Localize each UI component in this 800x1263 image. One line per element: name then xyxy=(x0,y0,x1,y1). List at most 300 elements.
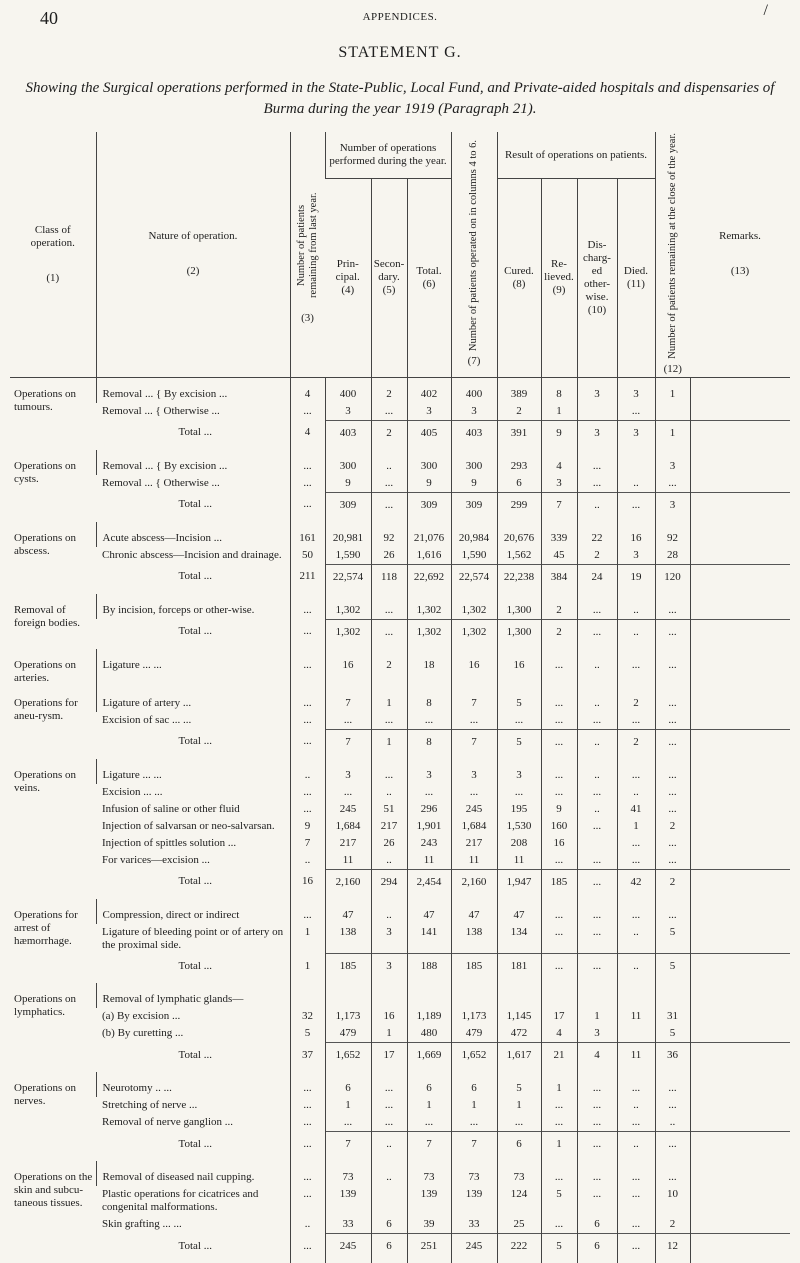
value-cell: 3 xyxy=(577,377,617,403)
total-value-cell: 1,302 xyxy=(325,619,371,649)
total-value-cell: 1,652 xyxy=(451,1043,497,1073)
value-cell: 16 xyxy=(325,649,371,687)
total-value-cell: 251 xyxy=(407,1234,451,1263)
value-cell: 1 xyxy=(497,1097,541,1114)
value-cell: 16 xyxy=(617,522,655,547)
value-cell: 6 xyxy=(451,1072,497,1097)
value-cell xyxy=(407,983,451,1008)
value-cell: 33 xyxy=(451,1216,497,1234)
value-cell xyxy=(690,547,790,565)
total-value-cell: 403 xyxy=(451,420,497,450)
total-row xyxy=(10,1132,790,1162)
value-cell: ... xyxy=(655,835,690,852)
value-cell: 389 xyxy=(497,377,541,403)
value-cell: ... xyxy=(577,1161,617,1186)
table-row xyxy=(10,687,790,712)
total-value-cell xyxy=(690,1132,790,1162)
value-cell: 1 xyxy=(617,818,655,835)
total-value-cell: 7 xyxy=(451,729,497,759)
total-value-cell: 4 xyxy=(290,420,325,450)
value-cell: ... xyxy=(407,1114,451,1132)
total-value-cell: 16 xyxy=(290,869,325,899)
value-cell: ... xyxy=(577,1072,617,1097)
total-value-cell: 1,302 xyxy=(407,619,451,649)
value-cell: 7 xyxy=(325,687,371,712)
class-cell: Operations on nerves. xyxy=(14,1082,77,1108)
value-cell xyxy=(617,450,655,475)
total-value-cell: .. xyxy=(617,1132,655,1162)
value-cell xyxy=(617,1025,655,1043)
value-cell: 47 xyxy=(451,899,497,924)
total-value-cell: ... xyxy=(655,729,690,759)
value-cell: 50 xyxy=(290,547,325,565)
value-cell: 32 xyxy=(290,1008,325,1025)
value-cell: 1 xyxy=(371,687,407,712)
value-cell xyxy=(690,759,790,784)
operation-name: Chronic abscess—Incision and drainage. xyxy=(102,548,282,561)
total-value-cell: 7 xyxy=(325,1132,371,1162)
value-cell: .. xyxy=(371,784,407,801)
value-cell: 1,684 xyxy=(325,818,371,835)
header-class: Class of operation. xyxy=(30,223,75,249)
table-row xyxy=(10,983,790,1008)
table-row xyxy=(10,899,790,924)
total-row xyxy=(10,954,790,984)
value-cell: 25 xyxy=(497,1216,541,1234)
total-value-cell: ... xyxy=(290,619,325,649)
value-cell: 1 xyxy=(451,1097,497,1114)
running-head: APPENDICES. xyxy=(362,11,438,23)
total-label: Total ... xyxy=(178,570,212,583)
value-cell: ... xyxy=(541,712,577,730)
value-cell: 161 xyxy=(290,522,325,547)
value-cell: 5 xyxy=(497,1072,541,1097)
total-value-cell: 42 xyxy=(617,869,655,899)
value-cell xyxy=(655,983,690,1008)
value-cell: 1,530 xyxy=(497,818,541,835)
value-cell xyxy=(577,403,617,421)
table-row xyxy=(10,522,790,547)
value-cell: 20,676 xyxy=(497,522,541,547)
operation-name: Stretching of nerve ... xyxy=(102,1099,198,1112)
total-value-cell: ... xyxy=(290,1132,325,1162)
value-cell: 8 xyxy=(407,687,451,712)
value-cell: ... xyxy=(655,852,690,870)
total-value-cell: 22,238 xyxy=(497,564,541,594)
value-cell: 6 xyxy=(497,475,541,493)
value-cell: ... xyxy=(655,649,690,687)
value-cell: 8 xyxy=(541,377,577,403)
value-cell: 138 xyxy=(451,924,497,954)
value-cell: 139 xyxy=(407,1186,451,1216)
value-cell: ... xyxy=(290,475,325,493)
value-cell: ... xyxy=(541,852,577,870)
value-cell: 402 xyxy=(407,377,451,403)
total-value-cell: 36 xyxy=(655,1043,690,1073)
total-label: Total ... xyxy=(178,426,212,439)
value-cell: .. xyxy=(371,1161,407,1186)
value-cell: 20,984 xyxy=(451,522,497,547)
total-label-cell xyxy=(96,1043,290,1073)
value-cell xyxy=(690,1025,790,1043)
value-cell: 4 xyxy=(290,377,325,403)
value-cell xyxy=(690,649,790,687)
value-cell: ... xyxy=(617,1186,655,1216)
value-cell: 3 xyxy=(497,759,541,784)
total-row xyxy=(10,1234,790,1263)
total-label: Total ... xyxy=(178,1239,212,1252)
header-performed-group: Number of operations performed during the year. xyxy=(325,132,451,179)
value-cell xyxy=(690,403,790,421)
operation-name: Neurotomy .. ... xyxy=(96,1072,290,1097)
total-value-cell: 2,160 xyxy=(325,869,371,899)
value-cell: ... xyxy=(617,835,655,852)
value-cell: 41 xyxy=(617,801,655,818)
total-value-cell: 2 xyxy=(617,729,655,759)
value-cell: 73 xyxy=(497,1161,541,1186)
value-cell: ... xyxy=(371,594,407,620)
value-cell: 22 xyxy=(577,522,617,547)
total-value-cell: ... xyxy=(577,954,617,984)
value-cell: ... xyxy=(290,784,325,801)
total-value-cell: 17 xyxy=(371,1043,407,1073)
value-cell: ... xyxy=(655,475,690,493)
total-value-cell: ... xyxy=(541,954,577,984)
value-cell: 3 xyxy=(655,450,690,475)
operation-name: Removal of nerve ganglion ... xyxy=(102,1116,234,1129)
value-cell: 33 xyxy=(325,1216,371,1234)
value-cell: 300 xyxy=(325,450,371,475)
value-cell: 9 xyxy=(325,475,371,493)
value-cell: ... xyxy=(655,712,690,730)
header-total-num: (6) xyxy=(422,277,436,290)
value-cell: ... xyxy=(541,649,577,687)
value-cell: 7 xyxy=(451,687,497,712)
value-cell: 16 xyxy=(541,835,577,852)
total-value-cell xyxy=(690,564,790,594)
value-cell: ... xyxy=(541,1161,577,1186)
header-remaining-end-num: (12) xyxy=(663,362,682,375)
value-cell: 3 xyxy=(451,403,497,421)
value-cell: 16 xyxy=(497,649,541,687)
value-cell: 2 xyxy=(655,818,690,835)
value-cell: 139 xyxy=(451,1186,497,1216)
header-remarks-num: (13) xyxy=(730,265,750,278)
class-cell: Operations on abscess. xyxy=(14,531,77,557)
value-cell: ... xyxy=(617,403,655,421)
value-cell: ... xyxy=(655,899,690,924)
table-row xyxy=(10,712,790,730)
header-relieved-num: (9) xyxy=(552,284,566,297)
value-cell xyxy=(290,983,325,1008)
value-cell: 11 xyxy=(497,852,541,870)
total-label-cell xyxy=(96,869,290,899)
table-row xyxy=(10,784,790,801)
value-cell: 1,173 xyxy=(325,1008,371,1025)
table-row xyxy=(10,1161,790,1186)
value-cell: 3 xyxy=(451,759,497,784)
total-value-cell: 2 xyxy=(371,420,407,450)
value-cell: ... xyxy=(290,712,325,730)
header-cured-num: (8) xyxy=(512,277,526,290)
value-cell xyxy=(690,1097,790,1114)
header-result-group: Result of operations on patients. xyxy=(497,132,655,179)
value-cell: 2 xyxy=(655,1216,690,1234)
value-cell: ... xyxy=(451,1114,497,1132)
operation-name: (a) By excision ... xyxy=(102,1010,181,1023)
total-value-cell: 181 xyxy=(497,954,541,984)
value-cell: ... xyxy=(290,899,325,924)
total-label: Total ... xyxy=(178,1048,212,1061)
value-cell xyxy=(690,1072,790,1097)
operation-name: Skin grafting ... ... xyxy=(102,1218,182,1231)
running-header xyxy=(10,0,790,28)
value-cell xyxy=(690,712,790,730)
page xyxy=(10,0,790,1263)
total-value-cell: 7 xyxy=(451,1132,497,1162)
value-cell xyxy=(577,835,617,852)
total-value-cell: 6 xyxy=(497,1132,541,1162)
value-cell: ... xyxy=(541,899,577,924)
value-cell xyxy=(690,1186,790,1216)
header-operated-num: (7) xyxy=(467,355,481,368)
total-value-cell: 6 xyxy=(577,1234,617,1263)
value-cell xyxy=(690,687,790,712)
value-cell: 5 xyxy=(290,1025,325,1043)
total-value-cell: 2 xyxy=(541,619,577,649)
total-value-cell: 245 xyxy=(325,1234,371,1263)
total-value-cell: 1,669 xyxy=(407,1043,451,1073)
total-value-cell: ... xyxy=(541,729,577,759)
total-value-cell xyxy=(690,1043,790,1073)
value-cell: 6 xyxy=(325,1072,371,1097)
value-cell xyxy=(690,1114,790,1132)
total-value-cell: 9 xyxy=(541,420,577,450)
value-cell: ... xyxy=(617,1161,655,1186)
value-cell: .. xyxy=(617,784,655,801)
table-row xyxy=(10,924,790,954)
total-value-cell: ... xyxy=(617,1234,655,1263)
value-cell: 92 xyxy=(371,522,407,547)
value-cell: ... xyxy=(577,924,617,954)
value-cell: 2 xyxy=(617,687,655,712)
total-value-cell: ... xyxy=(290,729,325,759)
value-cell: 195 xyxy=(497,801,541,818)
value-cell: 134 xyxy=(497,924,541,954)
total-value-cell: 37 xyxy=(290,1043,325,1073)
value-cell: 92 xyxy=(655,522,690,547)
corner-mark: / xyxy=(763,2,768,19)
header-nature: Nature of operation. xyxy=(148,230,238,243)
value-cell xyxy=(325,983,371,1008)
total-value-cell: 1 xyxy=(655,420,690,450)
total-label: Total ... xyxy=(178,498,212,511)
total-label-cell xyxy=(96,954,290,984)
operation-name: (b) By curetting ... xyxy=(102,1027,184,1040)
value-cell: ... xyxy=(541,1216,577,1234)
header-principal: Prin-cipal. xyxy=(335,258,360,284)
table-header xyxy=(10,132,790,377)
total-value-cell: ... xyxy=(290,492,325,522)
value-cell: ... xyxy=(577,1114,617,1132)
value-cell: ... xyxy=(577,852,617,870)
value-cell: 1 xyxy=(655,377,690,403)
value-cell: ... xyxy=(290,649,325,687)
value-cell: 21,076 xyxy=(407,522,451,547)
total-value-cell: 3 xyxy=(371,954,407,984)
value-cell: 1 xyxy=(325,1097,371,1114)
value-cell xyxy=(690,818,790,835)
value-cell: 6 xyxy=(577,1216,617,1234)
value-cell: .. xyxy=(577,801,617,818)
header-cured: Cured. xyxy=(504,264,534,277)
table-row xyxy=(10,1216,790,1234)
value-cell: ... xyxy=(451,712,497,730)
value-cell: 217 xyxy=(371,818,407,835)
value-cell: .. xyxy=(577,759,617,784)
header-died-num: (11) xyxy=(627,277,645,290)
total-value-cell: 384 xyxy=(541,564,577,594)
value-cell xyxy=(690,784,790,801)
header-operated: Number of patients operated on in columns 4 to 6. xyxy=(468,140,479,352)
total-value-cell: 309 xyxy=(407,492,451,522)
value-cell: 245 xyxy=(325,801,371,818)
value-cell xyxy=(690,924,790,954)
total-value-cell: .. xyxy=(371,1132,407,1162)
total-value-cell: 7 xyxy=(325,729,371,759)
value-cell: .. xyxy=(577,649,617,687)
total-value-cell xyxy=(690,869,790,899)
table-row xyxy=(10,1072,790,1097)
operation-name: Removal ... { By excision ... xyxy=(96,377,290,403)
value-cell: 1,173 xyxy=(451,1008,497,1025)
value-cell: 245 xyxy=(451,801,497,818)
total-value-cell: 118 xyxy=(371,564,407,594)
value-cell: 7 xyxy=(290,835,325,852)
value-cell: ... xyxy=(617,1072,655,1097)
value-cell: .. xyxy=(290,852,325,870)
total-value-cell: 185 xyxy=(451,954,497,984)
value-cell: 1 xyxy=(371,1025,407,1043)
value-cell xyxy=(451,983,497,1008)
total-value-cell xyxy=(690,492,790,522)
value-cell: 479 xyxy=(451,1025,497,1043)
total-value-cell: 7 xyxy=(407,1132,451,1162)
value-cell: 39 xyxy=(407,1216,451,1234)
total-value-cell: 2 xyxy=(655,869,690,899)
value-cell: 73 xyxy=(451,1161,497,1186)
total-value-cell: 309 xyxy=(325,492,371,522)
value-cell: ... xyxy=(655,1097,690,1114)
total-value-cell: ... xyxy=(290,1234,325,1263)
page-number: 40 xyxy=(40,8,58,28)
total-value-cell: ... xyxy=(577,869,617,899)
table-row xyxy=(10,475,790,493)
value-cell: 2 xyxy=(497,403,541,421)
value-cell: 160 xyxy=(541,818,577,835)
class-cell: Operations on lymphatics. xyxy=(14,993,77,1019)
total-value-cell: 245 xyxy=(451,1234,497,1263)
value-cell: ... xyxy=(371,1114,407,1132)
value-cell: ... xyxy=(371,475,407,493)
table-row xyxy=(10,403,790,421)
operation-name: Plastic operations for cicatrices and congenital malformations. xyxy=(102,1188,259,1214)
value-cell: .. xyxy=(577,687,617,712)
total-value-cell: ... xyxy=(655,1132,690,1162)
value-cell: 208 xyxy=(497,835,541,852)
value-cell: 1,300 xyxy=(497,594,541,620)
header-nature-num: (2) xyxy=(186,265,200,278)
value-cell: 5 xyxy=(655,1025,690,1043)
header-remaining: Number of patients remaining from last year. xyxy=(295,193,319,299)
value-cell xyxy=(541,983,577,1008)
total-value-cell: 1,617 xyxy=(497,1043,541,1073)
operation-name: Ligature of bleeding point or of artery on the proximal side. xyxy=(102,925,284,951)
value-cell: 1,590 xyxy=(451,547,497,565)
total-row xyxy=(10,564,790,594)
total-value-cell: ... xyxy=(577,619,617,649)
value-cell: ... xyxy=(541,924,577,954)
operation-name: Injection of spittles solution ... xyxy=(102,836,237,849)
operation-name: Removal of diseased nail cupping. xyxy=(96,1161,290,1186)
class-cell: Operations on tumours. xyxy=(14,387,77,413)
value-cell: ... xyxy=(325,712,371,730)
value-cell: 1 xyxy=(407,1097,451,1114)
value-cell: 300 xyxy=(451,450,497,475)
total-value-cell: 185 xyxy=(325,954,371,984)
table-row xyxy=(10,1025,790,1043)
value-cell: ... xyxy=(655,687,690,712)
value-cell: 1,302 xyxy=(407,594,451,620)
total-value-cell: 22,692 xyxy=(407,564,451,594)
value-cell: ... xyxy=(290,450,325,475)
value-cell xyxy=(690,1161,790,1186)
operation-name: Excision ... ... xyxy=(102,785,163,798)
value-cell xyxy=(690,852,790,870)
value-cell xyxy=(690,475,790,493)
value-cell: 3 xyxy=(325,403,371,421)
total-label-cell xyxy=(96,492,290,522)
value-cell: ... xyxy=(541,784,577,801)
value-cell: 339 xyxy=(541,522,577,547)
total-value-cell: 11 xyxy=(617,1043,655,1073)
total-label-cell xyxy=(96,1132,290,1162)
value-cell xyxy=(690,801,790,818)
value-cell: ... xyxy=(577,818,617,835)
value-cell: 1,302 xyxy=(451,594,497,620)
value-cell xyxy=(690,1216,790,1234)
value-cell: 20,981 xyxy=(325,522,371,547)
value-cell: ... xyxy=(617,899,655,924)
value-cell: 400 xyxy=(451,377,497,403)
table-row xyxy=(10,594,790,620)
value-cell: 3 xyxy=(541,475,577,493)
total-value-cell: .. xyxy=(577,729,617,759)
value-cell: ... xyxy=(371,712,407,730)
header-class-num: (1) xyxy=(46,271,60,284)
total-row xyxy=(10,1043,790,1073)
total-row xyxy=(10,619,790,649)
value-cell xyxy=(690,522,790,547)
value-cell: 1,616 xyxy=(407,547,451,565)
table-body xyxy=(10,377,790,1263)
value-cell: 9 xyxy=(451,475,497,493)
value-cell: 28 xyxy=(655,547,690,565)
header-relieved: Re-lieved. xyxy=(544,258,574,284)
value-cell: ... xyxy=(497,1114,541,1132)
total-value-cell: 12 xyxy=(655,1234,690,1263)
value-cell: ... xyxy=(371,1097,407,1114)
